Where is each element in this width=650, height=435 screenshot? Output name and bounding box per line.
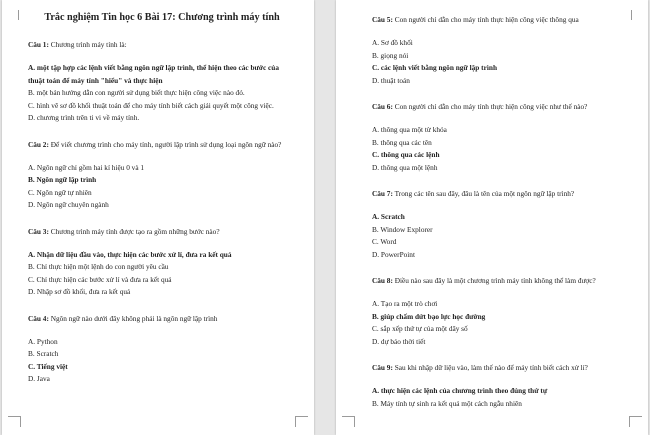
question-text: Con người chỉ dẫn cho máy tính thực hiện công việc thông qua <box>394 15 579 24</box>
question-text: Sau khi nhập dữ liệu vào, làm thế nào để máy tính biết cách xử lí? <box>394 363 588 372</box>
answer-option: B. thông qua các tên <box>372 137 432 147</box>
answer-option: C. Word <box>372 237 397 246</box>
answer-option: C. sắp xếp thứ tự của một dãy số <box>372 324 468 333</box>
answer-option-correct: C. các lệnh viết bằng ngôn ngữ lập trình <box>372 63 497 72</box>
answer-option-correct: A. Scratch <box>372 212 405 221</box>
question-text: Chương trình máy tính là: <box>50 40 127 49</box>
question-text: Để viết chương trình cho máy tính, người lập trình sử dụng loại ngôn ngữ nào? <box>50 139 282 149</box>
question-label: Câu 2: <box>28 139 49 149</box>
answer-option-correct: C. Tiếng việt <box>28 361 68 371</box>
document-title: Trắc nghiệm Tin học 6 Bài 17: Chương trình máy tính <box>44 12 280 23</box>
question-text: Điều nào sau đây là một chương trình máy tính không thể làm được? <box>394 276 596 285</box>
answer-option: A. thông qua một từ khóa <box>372 125 447 134</box>
answer-option: D. thuật toán <box>372 75 410 85</box>
question-8 <box>372 275 632 287</box>
crop-mark <box>295 416 308 427</box>
answer-option: D. chương trình trên ti vi về máy tính. <box>28 113 140 122</box>
answer-option: B. Chỉ thực hiện một lệnh do con người yêu cầu <box>28 262 169 271</box>
question-7 <box>372 188 632 200</box>
answer-option-correct: A. Nhận dữ liệu đầu vào, thực hiện các bước xử lí, đưa ra kết quả <box>28 249 232 259</box>
answer-option: B. Window Explorer <box>372 224 433 234</box>
answer-option: C. Chỉ thực hiện các bước xử lí và đưa ra kết quả <box>28 274 172 284</box>
question-label: Câu 3: <box>28 226 49 236</box>
answer-option: D. thông qua một lệnh <box>372 162 438 172</box>
question-label: Câu 8: <box>372 276 393 285</box>
answer-option: B. một bản hướng dẫn con người sử dụng biết thực hiện công việc nào đó. <box>28 88 245 97</box>
answer-option-correct: C. thông qua các lệnh <box>372 150 440 159</box>
question-6 <box>372 101 632 113</box>
document-page-right <box>336 0 648 435</box>
question-2 <box>28 139 296 151</box>
answer-option: A. Tạo ra một trò chơi <box>372 299 438 308</box>
question-9 <box>372 362 632 374</box>
answer-option-correct: B. giúp chấm dứt bạo lực học đường <box>372 311 486 321</box>
question-text: Trong các tên sau đây, đâu là tên của một ngôn ngữ lập trình? <box>394 189 575 198</box>
answer-option: B. Máy tính tự sinh ra kết quả một cách ngẫu nhiên <box>372 398 522 408</box>
answer-option: A. Python <box>28 336 58 346</box>
crop-mark <box>629 416 642 427</box>
answer-option: D. Nhập sơ đồ khối, đưa ra kết quả <box>28 287 131 296</box>
question-label: Câu 1: <box>28 40 49 49</box>
question-label: Câu 6: <box>372 102 393 111</box>
question-3 <box>28 226 296 238</box>
question-text: Chương trình máy tính được tạo ra gồm những bước nào? <box>50 226 220 236</box>
answer-option: A. Sơ đồ khối <box>372 38 413 47</box>
question-label: Câu 7: <box>372 189 393 198</box>
answer-option: D. PowerPoint <box>372 249 415 259</box>
question-text: Ngôn ngữ nào dưới đây không phải là ngôn ngữ lập trình <box>50 313 218 323</box>
answer-option: C. Ngôn ngữ tự nhiên <box>28 187 92 197</box>
question-label: Câu 4: <box>28 313 49 323</box>
answer-option: D. Java <box>28 374 50 383</box>
answer-option: C. hình vẽ sơ đồ khối thuật toán để cho máy tính biết cách giải quyết một công việc. <box>28 100 274 110</box>
question-label: Câu 5: <box>372 15 393 24</box>
question-1 <box>28 39 296 51</box>
page-content <box>372 14 632 410</box>
question-label: Câu 9: <box>372 363 393 372</box>
answer-option-correct: B. Ngôn ngữ lập trình <box>28 175 97 184</box>
answer-option: D. Ngôn ngữ chuyên ngành <box>28 200 109 209</box>
question-text: Con người chỉ dẫn cho máy tính thực hiện công việc như thế nào? <box>394 102 588 111</box>
answer-option-correct: A. một tập hợp các lệnh viết bằng ngôn ngữ lập trình, thể hiện theo các bước của thuật toán để máy tính "hiểu" và thực hiện <box>28 63 279 85</box>
document-page-left <box>2 0 314 435</box>
answer-option: D. dự báo thời tiết <box>372 336 426 346</box>
crop-mark <box>8 416 21 427</box>
answer-option: B. giọng nói <box>372 50 409 60</box>
question-5 <box>372 14 632 26</box>
answer-option: B. Scratch <box>28 349 59 358</box>
crop-mark <box>342 416 355 427</box>
page-content <box>28 12 296 386</box>
question-4 <box>28 313 296 325</box>
answer-option: A. Ngôn ngữ chỉ gồm hai kí hiệu 0 và 1 <box>28 162 145 172</box>
answer-option-correct: A. thực hiện các lệnh của chương trình theo đúng thứ tự <box>372 386 548 395</box>
